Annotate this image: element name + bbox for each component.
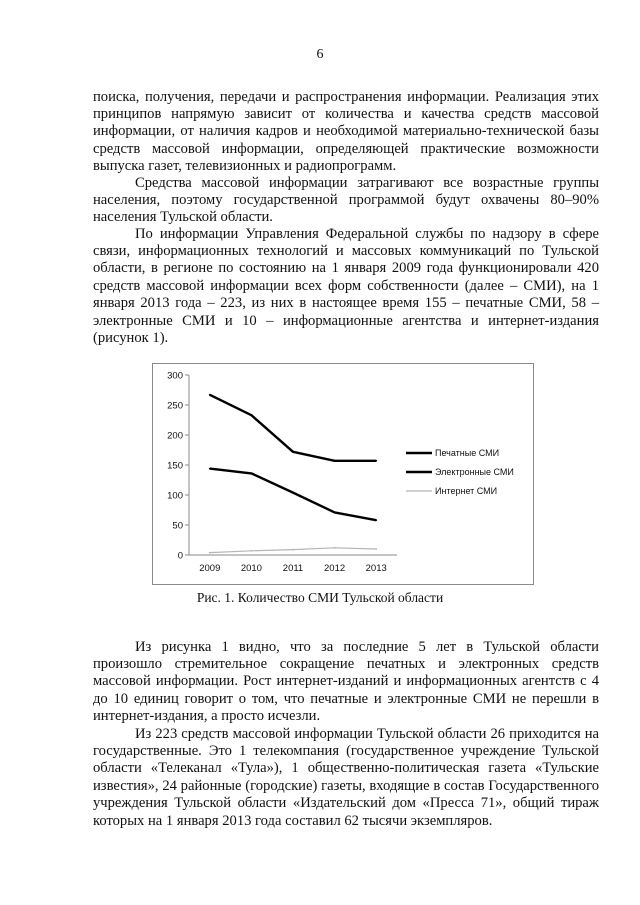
series-line-2 — [210, 469, 376, 521]
paragraph-4: Из рисунка 1 видно, что за последние 5 лет в Тульской области произошло стремительное сокращение печатных и электронных средств массовой информации. Рост интернет-изданий и информационных агентств с 4 до 10 единиц говорит о том, что печатные и электронные СМИ не перешли в интернет-издания, а просто исчезли. — [93, 638, 599, 725]
x-tick-label: 2012 — [324, 563, 346, 574]
x-tick-label: 2010 — [240, 563, 262, 574]
data-point — [375, 519, 377, 521]
legend-label-1: Печатные СМИ — [435, 448, 500, 458]
y-tick-label: 100 — [167, 490, 183, 502]
x-tick-label: 2011 — [282, 563, 304, 574]
y-tick-label: 150 — [167, 460, 183, 472]
paragraph-2: Средства массовой информации затрагивают все возрастные группы населения, поэтому государственной программой будут охвачены 80–90% населения Тульской области. — [93, 174, 599, 226]
data-point — [334, 547, 336, 549]
data-point — [292, 451, 294, 453]
y-tick-label: 300 — [167, 370, 183, 382]
data-point — [251, 414, 253, 416]
data-point — [375, 460, 377, 462]
legend-label-2: Электронные СМИ — [435, 467, 514, 477]
data-point — [375, 548, 377, 550]
figure-caption: Рис. 1. Количество СМИ Тульской области — [196, 590, 444, 605]
page-number: 6 — [316, 47, 324, 62]
data-point — [292, 549, 294, 551]
chart-canvas — [153, 364, 533, 584]
data-point — [209, 394, 211, 396]
series-line-1 — [210, 395, 376, 461]
paragraph-3: По информации Управления Федеральной службы по надзору в сфере связи, информационных технологий и массовых коммуникаций по Тульской области, в регионе по состоянию на 1 января 2009 года функционировали 420 средств массовой информации всех форм собственности (далее – СМИ), на 1 января 2013 года – 223, из них в настоящее время 155 – печатные СМИ, 58 – электронные СМИ и 10 – информационные агентства и интернет-издания (рисунок 1). — [93, 225, 599, 347]
paragraph-5: Из 223 средств массовой информации Тульской области 26 приходится на государственные. Это 1 телекомпания (государственное учреждение Тульской области «Телеканал «Тула»), 1 общественно-политическая газета «Тульские известия», 24 районные (городские) газеты, входящие в состав Государственного учреждения Тульской области «Издательский дом «Пресса 71», общий тираж которых на 1 января 2013 года составил 62 тысячи экземпляров. — [93, 725, 599, 829]
legend-label-3: Интернет СМИ — [435, 486, 498, 496]
x-tick-label: 2009 — [199, 563, 221, 574]
y-tick-label: 250 — [167, 400, 183, 412]
y-tick-label: 0 — [177, 550, 183, 562]
data-point — [251, 550, 253, 552]
x-tick-label: 2013 — [365, 563, 387, 574]
y-tick-label: 200 — [167, 430, 183, 442]
data-point — [292, 492, 294, 494]
data-point — [209, 468, 211, 470]
paragraph-1: поиска, получения, передачи и распространения информации. Реализация этих принципов напрямую зависит от количества и качества средств массовой информации, от наличия кадров и необходимой материально-технической базы средств массовой информации, определяющей практические возможности выпуска газет, телевизионных и радиопрограмм. — [93, 88, 599, 175]
y-tick-label: 50 — [172, 520, 183, 532]
data-point — [334, 460, 336, 462]
data-point — [251, 473, 253, 475]
data-point — [209, 552, 211, 554]
line-chart — [152, 363, 534, 585]
data-point — [334, 512, 336, 514]
